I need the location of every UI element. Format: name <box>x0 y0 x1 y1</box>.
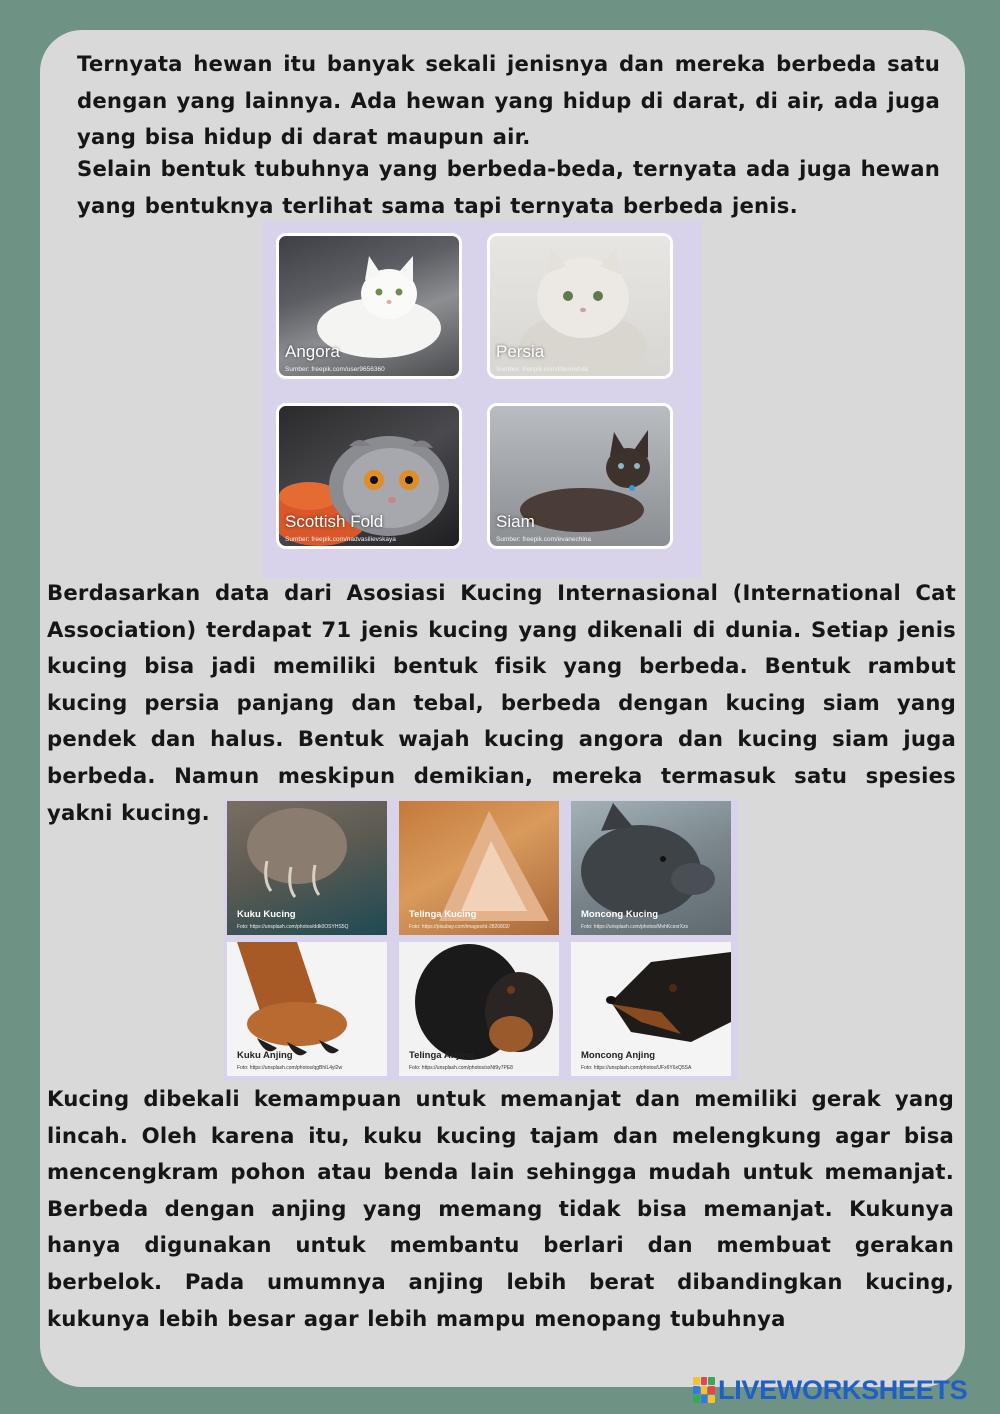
dog-snout-photo <box>571 942 731 1076</box>
comparison-label: Telinga Kucing <box>409 909 477 920</box>
intro-paragraph: Ternyata hewan itu banyak sekali jenisnya dan mereka berbeda satu dengan yang lainnya. Ada hewan yang hidup di darat, di air, ada juga yang bisa hidup di darat maupun air. <box>77 51 940 149</box>
breed-source: Sumber: freepik.com/nadvasilievskaya <box>285 536 396 543</box>
breed-label: Siam <box>496 512 535 531</box>
breed-source: Sumber: freepik.com/user9656360 <box>285 366 385 373</box>
comparison-source: Foto: https://unsplash.com/photos/ddk0OSYHS5Q <box>237 924 349 930</box>
cat-dog-comparison-panel <box>224 799 738 1081</box>
angora-photo <box>276 233 462 379</box>
comparison-source: Foto: https://unsplash.com/photos/sxNt9y7PE8 <box>409 1065 513 1071</box>
comparison-label: Telinga Anjing <box>409 1050 474 1061</box>
breed-label: Scottish Fold <box>285 512 384 531</box>
comparison-source: Foto: https://unsplash.com/photos/MvhKcexrXzs <box>581 924 688 930</box>
scottish-fold-photo <box>276 403 462 549</box>
breed-label: Angora <box>285 342 340 361</box>
siam-photo <box>487 403 673 549</box>
breed-label: Persia <box>496 342 545 361</box>
dog-ear-photo <box>399 942 559 1076</box>
breeds-intro-paragraph: Selain bentuk tubuhnya yang berbeda-beda, ternyata ada juga hewan yang bentuknya terlihat sama tapi ternyata berbeda jenis. <box>77 156 940 218</box>
cat-breeds-panel <box>262 220 702 578</box>
breed-source: Sumber: freepik.com/evanechina <box>496 536 592 543</box>
cat-ear-photo <box>399 801 559 935</box>
cat-snout-photo <box>571 801 731 935</box>
persia-photo <box>487 233 673 379</box>
breed-source: Sumber: freepik.com/lifeonwhite <box>496 366 589 373</box>
liveworksheets-logo <box>693 1375 967 1405</box>
cat-claw-photo <box>227 801 387 935</box>
comparison-label: Kuku Kucing <box>237 909 296 920</box>
cat-species-paragraph: Berdasarkan data dari Asosiasi Kucing Internasional (International Cat Association) terdapat 71 jenis kucing yang dikenali di dunia. Setiap jenis kucing bisa jadi memiliki bentuk fisik yang berbeda. Bentuk rambut kucing persia panjang dan tebal, berbeda dengan kucing siam yang pendek dan halus. Bentuk wajah kucing angora dan kucing siam juga berbeda. Namun meskipun demikian, mereka termasuk satu spesies yakni kucing. <box>47 580 956 825</box>
comparison-source: Foto: https://unsplash.com/photos/qgBhIL4yl2w <box>237 1065 343 1071</box>
comparison-label: Moncong Anjing <box>581 1050 656 1061</box>
comparison-label: Kuku Anjing <box>237 1050 293 1061</box>
comparison-source: Foto: https://unsplash.com/photos/UFx6Y6xQ5SA <box>581 1065 692 1071</box>
claws-paragraph: Kucing dibekali kemampuan untuk memanjat dan memiliki gerak yang lincah. Oleh karena itu, kuku kucing tajam dan melengkung agar bisa mencengkram pohon atau benda lain sehingga mudah untuk memanjat. Berbeda dengan anjing yang memang tidak bisa memanjat. Kukunya hanya digunakan untuk membantu berlari dan membuat gerakan berbelok. Pada umumnya anjing lebih berat dibandingkan kucing, kukunya lebih besar agar lebih mampu menopang tubuhnya <box>47 1086 954 1331</box>
comparison-source: Foto: https://pixabay.com/images/id-2820802/ <box>409 924 510 930</box>
logo-text: LIVEWORKSHEETS <box>718 1374 968 1405</box>
comparison-label: Moncong Kucing <box>581 909 659 920</box>
dog-claw-photo <box>227 942 387 1076</box>
logo-mark-icon <box>693 1377 715 1403</box>
